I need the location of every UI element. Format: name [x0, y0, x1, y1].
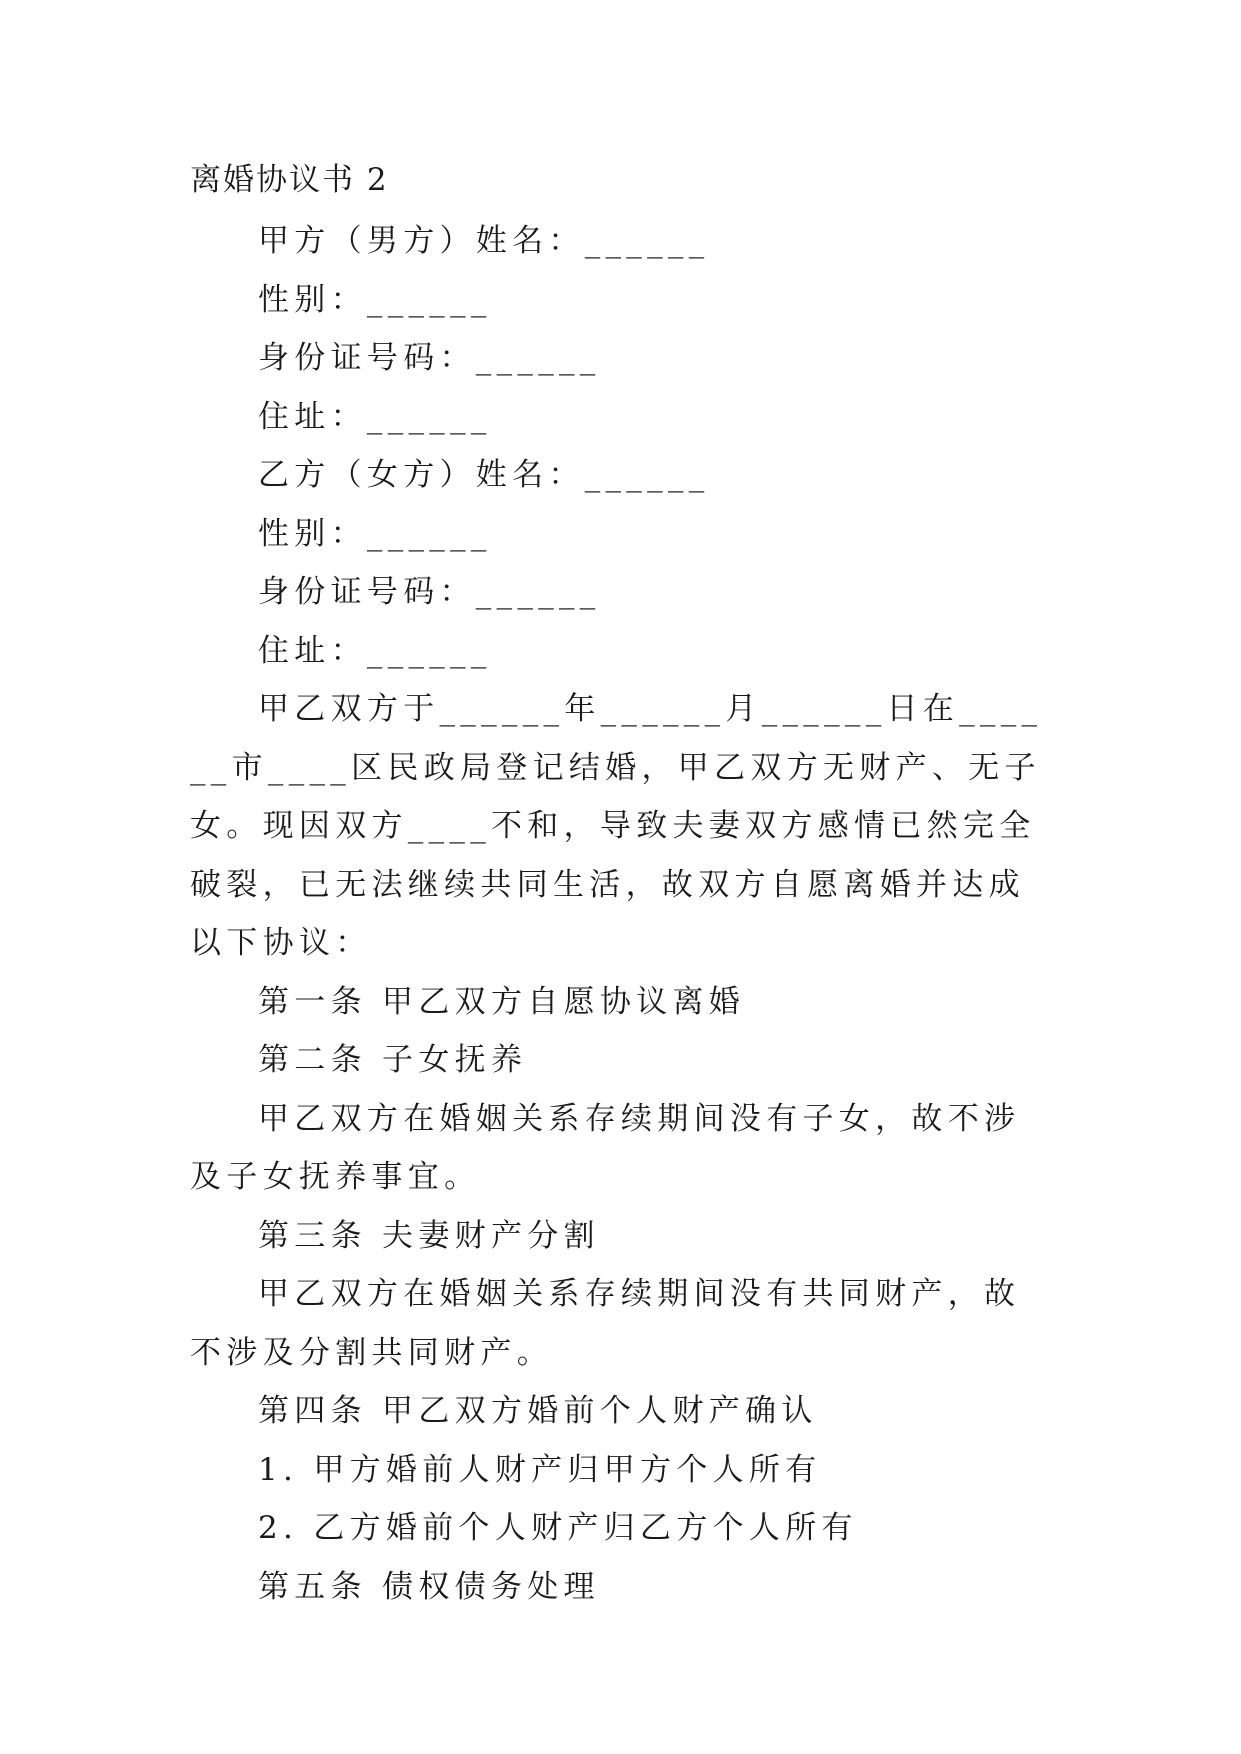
article-2-body: 甲乙双方在婚姻关系存续期间没有子女，故不涉及子女抚养事宜。 [190, 1100, 1021, 1195]
party-a-id-line: 身份证号码：______ [258, 340, 601, 376]
article-4-heading: 第四条 甲乙双方婚前个人财产确认 [258, 1393, 818, 1429]
party-a-name-line: 甲方（男方）姓名：______ [258, 223, 710, 259]
party-b-name-line: 乙方（女方）姓名：______ [258, 457, 710, 493]
party-b-address-line: 住址：______ [258, 632, 492, 669]
article-3-body: 甲乙双方在婚姻关系存续期间没有共同财产，故不涉及分割共同财产。 [190, 1276, 1021, 1371]
party-a-address-line: 住址：______ [258, 398, 492, 435]
article-5-heading: 第五条 债权债务处理 [258, 1568, 600, 1605]
document-body [190, 212, 1050, 1616]
party-a-gender-line: 性别：______ [258, 281, 492, 318]
document-title: 离婚协议书 2 [190, 162, 389, 198]
party-b-id-line: 身份证号码：______ [258, 574, 601, 610]
preamble-paragraph: 甲乙双方于______年______月______日在______市____区民政局登记结婚，甲乙双方无财产、无子女。现因双方____不和，导致夫妻双方感情已然完全破裂，已无法继续共同生活，故双方自愿离婚并达成以下协议： [190, 691, 1043, 961]
article-3-heading: 第三条 夫妻财产分割 [258, 1217, 600, 1254]
article-2-heading: 第二条 子女抚养 [258, 1042, 528, 1078]
article-1-heading: 第一条 甲乙双方自愿协议离婚 [258, 983, 746, 1020]
article-4-item-1: 1. 甲方婚前人财产归甲方个人所有 [258, 1451, 822, 1488]
article-4-item-2: 2. 乙方婚前个人财产归乙方个人所有 [258, 1510, 858, 1546]
party-b-gender-line: 性别：______ [258, 515, 492, 552]
